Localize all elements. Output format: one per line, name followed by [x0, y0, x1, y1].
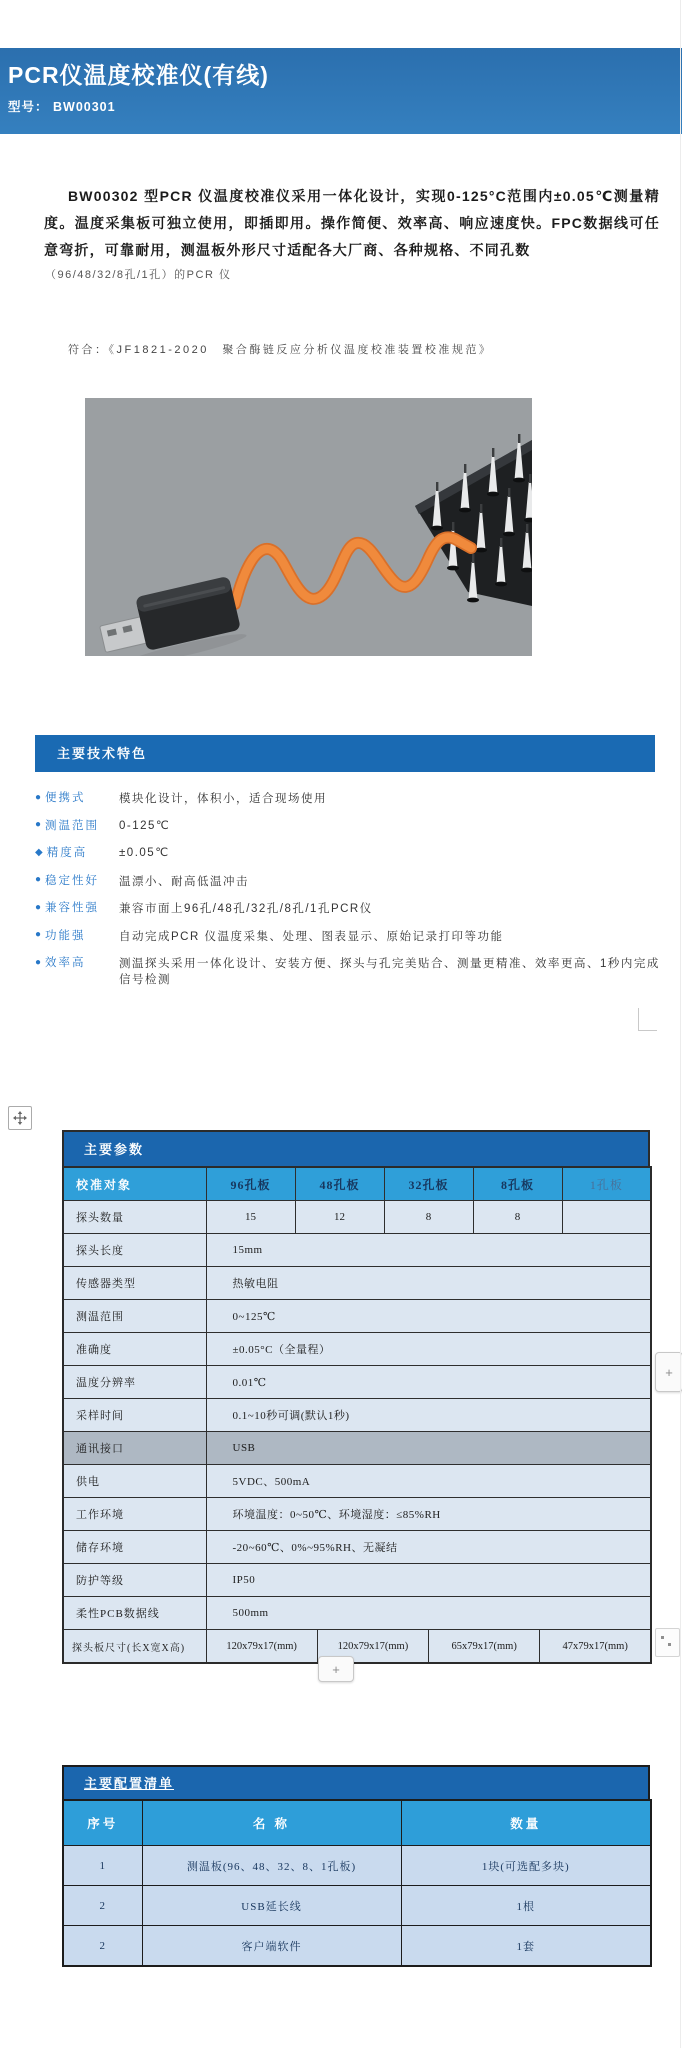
param-label: 防护等级: [63, 1564, 206, 1597]
config-table-title: 主要配置清单: [62, 1765, 650, 1799]
table-resize-handle[interactable]: [655, 1628, 680, 1657]
params-table-section: [62, 1130, 650, 1664]
config-name: USB延长线: [142, 1886, 401, 1926]
param-label: 温度分辨率: [63, 1366, 206, 1399]
feature-item: [35, 844, 665, 872]
param-label: 通讯接口: [63, 1432, 206, 1465]
params-col-header: 96孔板: [206, 1167, 295, 1201]
param-label: 测温范围: [63, 1300, 206, 1333]
insert-column-button[interactable]: +: [655, 1352, 682, 1392]
config-qty: 1块(可选配多块): [401, 1846, 651, 1886]
params-col-header: 32孔板: [384, 1167, 473, 1201]
feature-item: [35, 899, 665, 927]
feature-item: [35, 789, 665, 817]
config-table-section: [62, 1765, 650, 1967]
param-value: 0.01℃: [206, 1366, 651, 1399]
param-value: 15: [206, 1201, 295, 1234]
feature-item: [35, 872, 665, 900]
params-col-header: 8孔板: [473, 1167, 562, 1201]
param-value: 120x79x17(mm): [206, 1630, 317, 1664]
circle-bullet-icon: ●: [35, 819, 42, 830]
table-row: [63, 1531, 651, 1564]
table-row: [63, 1465, 651, 1498]
param-value: 5VDC、500mA: [206, 1465, 651, 1498]
product-photo: [85, 398, 532, 656]
table-row: [63, 1926, 651, 1967]
table-row: [63, 1846, 651, 1886]
feature-label: 测温范围: [45, 819, 100, 832]
param-value: USB: [206, 1432, 651, 1465]
circle-bullet-icon: ●: [35, 901, 42, 913]
param-label: 探头长度: [63, 1234, 206, 1267]
param-label: 探头板尺寸(长X宽X高): [63, 1630, 206, 1664]
feature-label: 稳定性好: [45, 874, 100, 887]
param-label: 工作环境: [63, 1498, 206, 1531]
table-row: [63, 1366, 651, 1399]
table-row: [63, 1201, 651, 1234]
param-value: ±0.05°C（全量程）: [206, 1333, 651, 1366]
param-label: 储存环境: [63, 1531, 206, 1564]
features-section-header: 主要技术特色: [35, 735, 655, 772]
circle-bullet-icon: ●: [35, 956, 42, 968]
model-label: 型号：: [8, 100, 49, 114]
table-row: [63, 1399, 651, 1432]
intro-note: （96/48/32/8孔/1孔）的PCR 仪: [45, 269, 232, 281]
circle-bullet-icon: ●: [35, 791, 42, 803]
param-value: [562, 1201, 651, 1234]
config-col-header: 名 称: [142, 1800, 401, 1846]
feature-desc: 自动完成PCR 仪温度采集、处理、图表显示、原始记录打印等功能: [119, 930, 504, 943]
params-header-row: [63, 1167, 651, 1201]
params-table-title: 主要参数: [62, 1130, 650, 1166]
params-col-header: 48孔板: [295, 1167, 384, 1201]
model-value: BW00301: [53, 100, 116, 114]
params-table: [62, 1166, 652, 1664]
feature-label: 效率高: [45, 957, 86, 969]
config-qty: 1套: [401, 1926, 651, 1967]
param-value: 12: [295, 1201, 384, 1234]
param-label: 供电: [63, 1465, 206, 1498]
resize-dot-icon: [668, 1643, 671, 1646]
resize-dot-icon: [661, 1636, 664, 1639]
feature-desc: ±0.05℃: [119, 847, 170, 859]
feature-label: 便携式: [45, 792, 86, 804]
params-corner-header: 校准对象: [63, 1167, 206, 1201]
text-boundary-corner-mark: [638, 1008, 657, 1031]
config-index: 2: [63, 1926, 142, 1967]
param-value: 65x79x17(mm): [429, 1630, 540, 1664]
param-value: 8: [384, 1201, 473, 1234]
circle-bullet-icon: ●: [35, 929, 42, 940]
config-index: 1: [63, 1846, 142, 1886]
table-row: [63, 1597, 651, 1630]
table-row: [63, 1333, 651, 1366]
params-col-header: 1孔板: [562, 1167, 651, 1201]
feature-desc: 兼容市面上96孔/48孔/32孔/8孔/1孔PCR仪: [119, 903, 373, 915]
param-value: 47x79x17(mm): [540, 1630, 651, 1664]
table-move-handle[interactable]: [8, 1106, 32, 1130]
intro-paragraph: BW00302 型PCR 仪温度校准仪采用一体化设计，实现0-125°C范围内±0.05℃测量精度。温度采集板可独立使用，即插即用。操作简便、效率高、响应速度快。FPC数据线可任意弯折，可靠耐用，测温板外形尺寸适配各大厂商、各种规格、不同孔数: [44, 188, 660, 258]
feature-desc: 0-125℃: [119, 819, 171, 832]
diamond-bullet-icon: ◆: [35, 846, 43, 858]
table-row: [63, 1886, 651, 1926]
config-index: 2: [63, 1886, 142, 1926]
insert-row-button[interactable]: +: [318, 1656, 354, 1682]
param-value: 环境温度：0~50℃、环境湿度：≤85%RH: [206, 1498, 651, 1531]
param-value: -20~60℃、0%~95%RH、无凝结: [206, 1531, 651, 1564]
feature-item: [35, 817, 665, 845]
feature-desc: 模块化设计，体积小，适合现场使用: [119, 793, 327, 805]
table-row: [63, 1432, 651, 1465]
feature-label: 精度高: [46, 847, 88, 859]
feature-label: 功能强: [45, 929, 86, 942]
table-row: [63, 1630, 651, 1664]
param-label: 传感器类型: [63, 1267, 206, 1300]
feature-desc: 温漂小、耐高低温冲击: [119, 875, 249, 888]
config-table: [62, 1799, 652, 1967]
table-row: [63, 1300, 651, 1333]
config-col-header: 序号: [63, 1800, 142, 1846]
page-header: [0, 48, 682, 134]
param-value: 8: [473, 1201, 562, 1234]
move-arrows-icon: [13, 1111, 27, 1125]
config-col-header: 数量: [401, 1800, 651, 1846]
feature-item: [35, 954, 665, 987]
param-value: 15mm: [206, 1234, 651, 1267]
param-label: 探头数量: [63, 1201, 206, 1234]
circle-bullet-icon: ●: [35, 874, 42, 885]
param-label: 采样时间: [63, 1399, 206, 1432]
config-qty: 1根: [401, 1886, 651, 1926]
feature-label: 兼容性强: [45, 902, 100, 914]
table-row: [63, 1564, 651, 1597]
feature-item: [35, 927, 665, 955]
table-row: [63, 1498, 651, 1531]
param-label: 准确度: [63, 1333, 206, 1366]
param-value: 0.1~10秒可调(默认1秒): [206, 1399, 651, 1432]
param-value: IP50: [206, 1564, 651, 1597]
page-edge-line: [680, 0, 681, 2048]
model-line: [0, 90, 682, 115]
config-header-row: [63, 1800, 651, 1846]
table-row: [63, 1234, 651, 1267]
param-value: 热敏电阻: [206, 1267, 651, 1300]
page-title: PCR仪温度校准仪(有线): [8, 62, 269, 88]
param-value: 500mm: [206, 1597, 651, 1630]
config-name: 测温板(96、48、32、8、1孔板): [142, 1846, 401, 1886]
param-value: 0~125℃: [206, 1300, 651, 1333]
param-value: 120x79x17(mm): [317, 1630, 428, 1664]
table-row: [63, 1267, 651, 1300]
compliance-line: 符合：《JF1821-2020 聚合酶链反应分析仪温度校准装置校准规范》: [68, 344, 493, 356]
config-name: 客户端软件: [142, 1926, 401, 1967]
feature-desc: 测温探头采用一体化设计、安装方便、探头与孔完美贴合、测量更精准、效率更高、1秒内完成信号检测: [119, 958, 660, 986]
param-label: 柔性PCB数据线: [63, 1597, 206, 1630]
features-list: [35, 789, 665, 987]
